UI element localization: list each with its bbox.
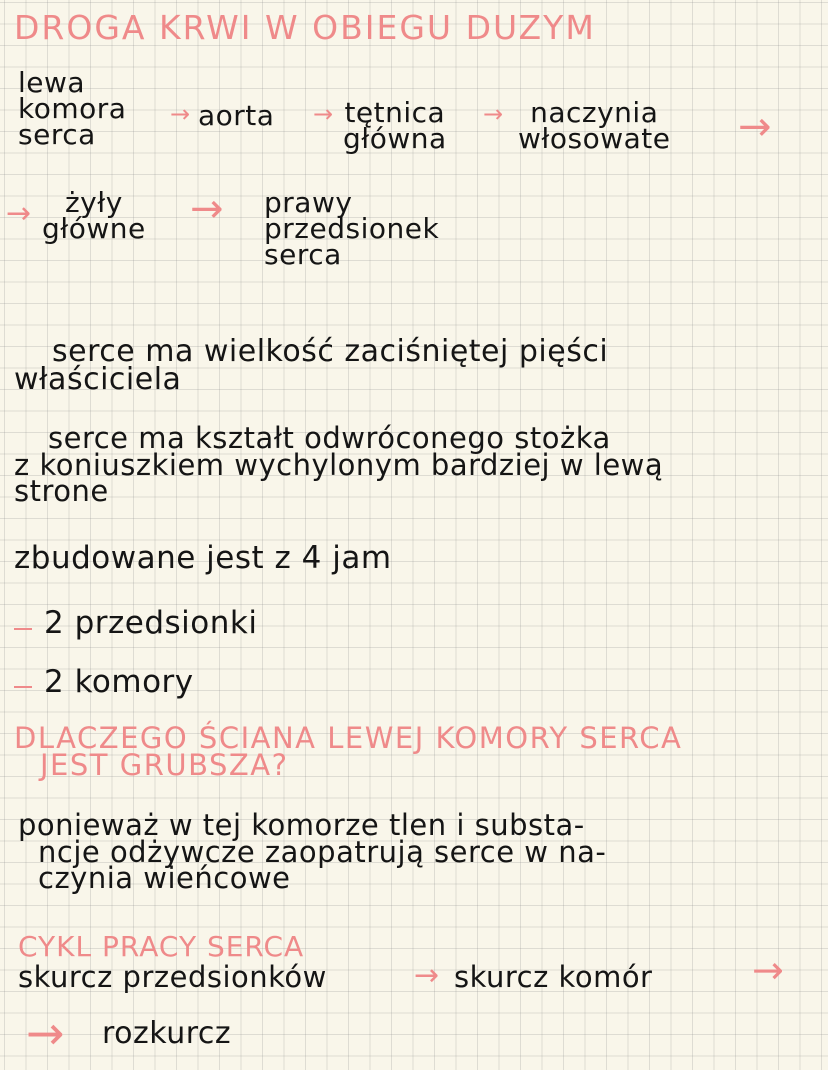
flow-step-line: przedsionek	[264, 211, 440, 245]
flow-step-line: włosowate	[518, 121, 671, 155]
flow-step-main-artery	[343, 96, 447, 155]
heart-shape-note	[14, 421, 664, 509]
note-line: strone	[14, 474, 109, 509]
flow-step-line: tętnica	[344, 96, 446, 129]
cycle-heading: CYKL PRACY SERCA	[18, 930, 305, 963]
flow-step-line: główna	[343, 121, 447, 155]
note-line: z koniuszkiem wychylonym bardziej w lewą	[14, 447, 664, 482]
chamber-item-ventricles: 2 komory	[44, 664, 194, 700]
answer-text	[18, 808, 607, 896]
flow-step-line: lewa	[18, 66, 86, 99]
right-arrow-icon: →	[170, 100, 191, 128]
answer-line: ponieważ w tej komorze tlen i substa-	[18, 808, 585, 842]
answer-line: ncje odżywcze zaopatrują serce w na-	[38, 834, 607, 869]
chambers-intro: zbudowane jest z 4 jam	[14, 540, 392, 576]
right-arrow-icon: →	[190, 186, 224, 232]
note-line: serce ma wielkość zaciśniętej pięści	[52, 334, 609, 369]
page-title: DROGA KRWI W OBIEGU DUZYM	[14, 8, 596, 47]
dash-bullet	[14, 628, 32, 630]
flow-step-line: naczynia	[530, 96, 659, 129]
flow-step-right-atrium	[264, 186, 440, 271]
flow-step-left-ventricle	[18, 66, 127, 151]
note-line: serce ma kształt odwróconego stożka	[48, 421, 611, 455]
heart-size-note	[14, 334, 609, 397]
flow-step-capillaries	[518, 96, 671, 155]
flow-step-line: komora	[18, 91, 127, 125]
right-arrow-icon: →	[6, 196, 32, 231]
flow-step-line: serca	[264, 237, 342, 271]
question-line: JEST GRUBSZA?	[40, 747, 289, 782]
right-arrow-icon: →	[414, 958, 440, 993]
right-arrow-icon: →	[738, 104, 772, 150]
flow-step-line: prawy	[264, 186, 353, 219]
flow-step-aorta: aorta	[198, 99, 275, 132]
question-heading	[14, 721, 683, 782]
answer-line: czynia wieńcowe	[38, 861, 291, 896]
cycle-step-relaxation: rozkurcz	[102, 1016, 232, 1051]
right-arrow-icon: →	[313, 100, 334, 128]
cycle-step-atrial-contraction: skurcz przedsionków	[18, 960, 327, 994]
flow-step-line: serca	[18, 117, 96, 151]
right-arrow-icon: →	[483, 100, 504, 128]
flow-step-line: żyły	[64, 186, 123, 219]
cycle-step-ventricular-contraction: skurcz komór	[454, 960, 653, 994]
dash-bullet	[14, 686, 32, 688]
note-line: właściciela	[14, 361, 182, 397]
flow-step-main-veins	[42, 186, 146, 245]
question-line: DLACZEGO ŚCIANA LEWEJ KOMORY SERCA	[14, 721, 683, 755]
flow-step-line: główne	[42, 211, 146, 245]
right-arrow-icon: →	[752, 948, 784, 992]
chamber-item-atria: 2 przedsionki	[44, 605, 258, 641]
right-arrow-icon: →	[26, 1006, 65, 1060]
